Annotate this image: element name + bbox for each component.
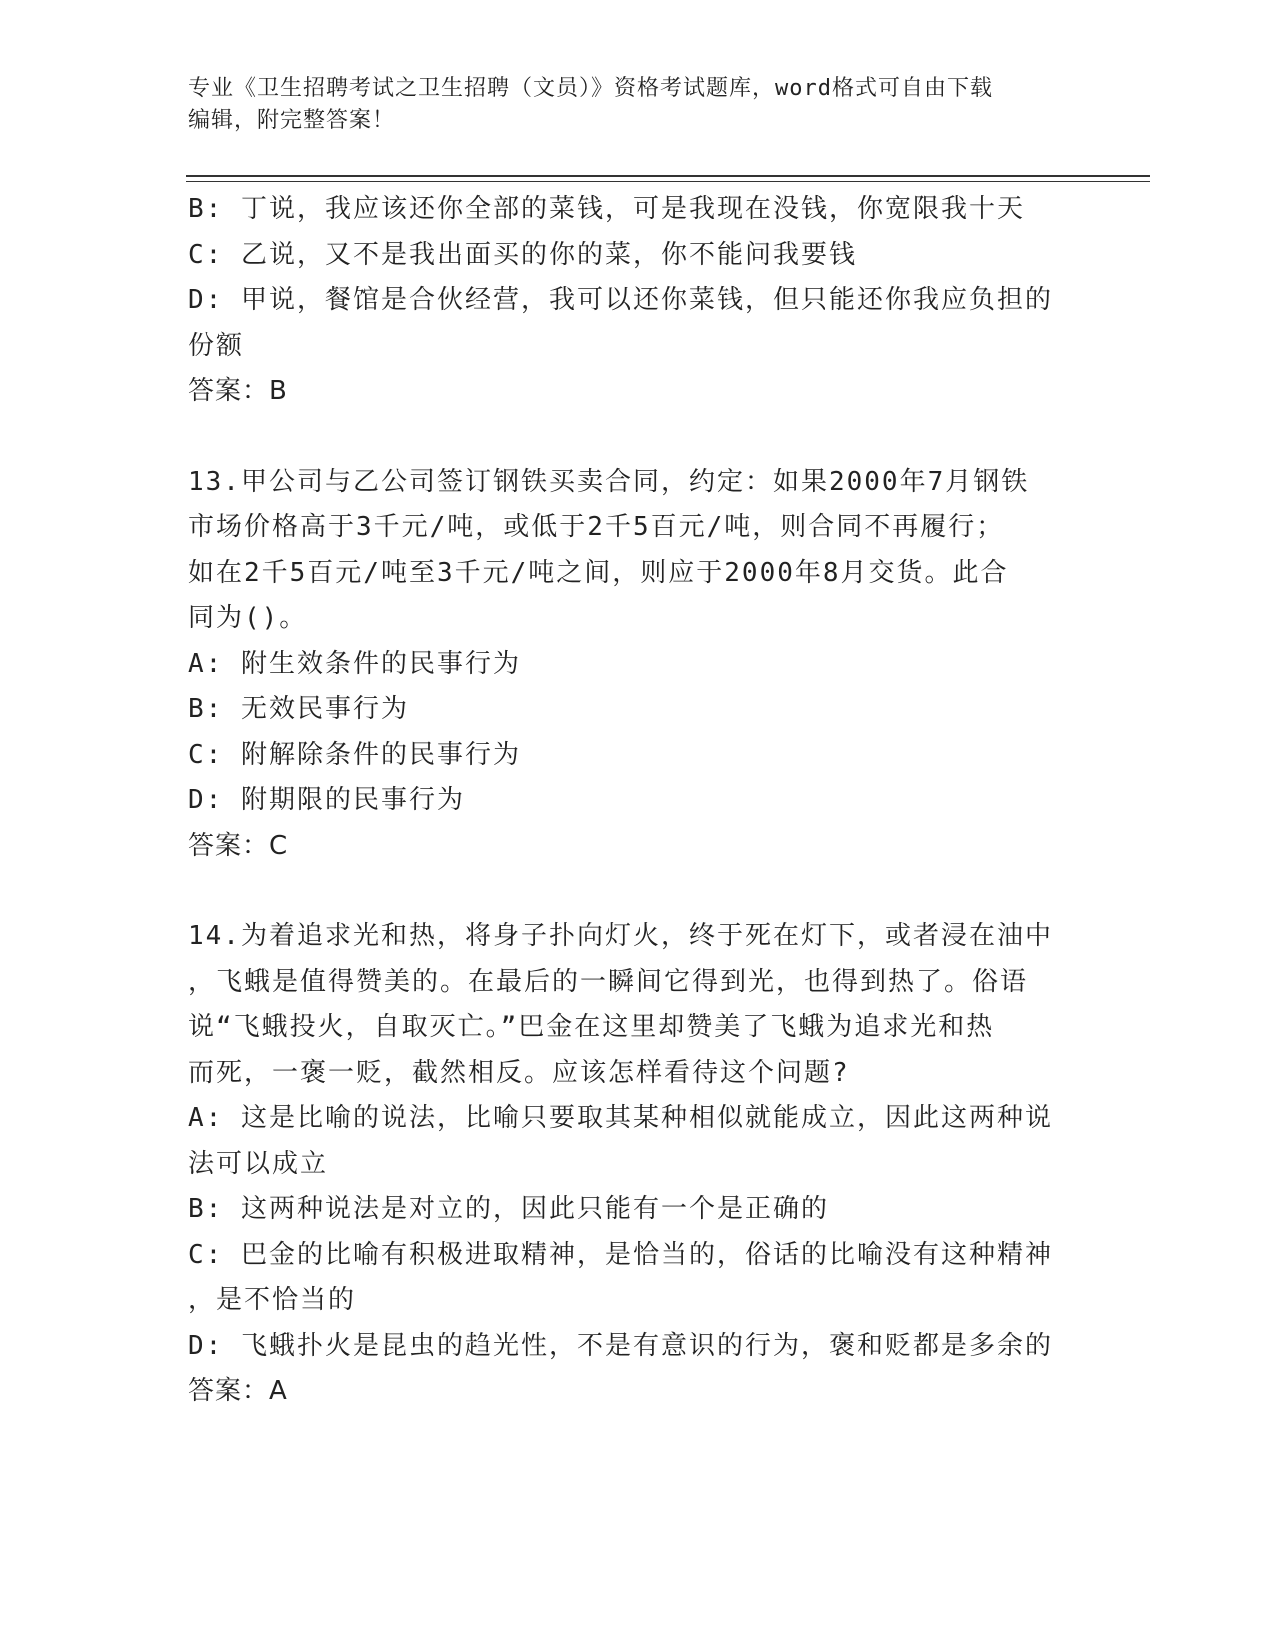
header-line-1: 专业《卫生招聘考试之卫生招聘（文员）》资格考试题库，word格式可自由下载 bbox=[188, 76, 993, 101]
question-14-option-b: B: 这两种说法是对立的，因此只能有一个是正确的 bbox=[188, 1194, 829, 1224]
header-divider-thin bbox=[186, 181, 1150, 182]
question-14-option-a: A: 这是比喻的说法，比喻只要取其某种相似就能成立，因此这两种说 bbox=[188, 1103, 1053, 1133]
question-14-block bbox=[188, 914, 1078, 1415]
option-c: C: 乙说，又不是我出面买的你的菜，你不能问我要钱 bbox=[188, 239, 857, 270]
question-13-option-a: A: 附生效条件的民事行为 bbox=[188, 648, 521, 679]
question-13-option-c: C: 附解除条件的民事行为 bbox=[188, 739, 521, 770]
question-13-option-d: D: 附期限的民事行为 bbox=[188, 785, 465, 815]
question-14-stem-line-3: 说“飞蛾投火，自取灭亡。”巴金在这里却赞美了飞蛾为追求光和热 bbox=[188, 1012, 995, 1042]
spacer bbox=[188, 415, 1078, 460]
option-d-continued: 份额 bbox=[188, 330, 245, 361]
document-body bbox=[188, 187, 1078, 1415]
question-13-block bbox=[188, 460, 1078, 870]
question-13-stem-line-3: 如在2千5百元/吨至3千元/吨之间，则应于2000年8月交货。此合 bbox=[188, 557, 1009, 588]
question-14-option-a-continued: 法可以成立 bbox=[188, 1148, 329, 1179]
question-14-stem-line-2: ，飞蛾是值得赞美的。在最后的一瞬间它得到光，也得到热了。俗语 bbox=[188, 966, 1029, 997]
question-14-stem-line-4: 而死，一褒一贬，截然相反。应该怎样看待这个问题? bbox=[188, 1057, 850, 1088]
question-14-option-d: D: 飞蛾扑火是昆虫的趋光性，不是有意识的行为，褒和贬都是多余的 bbox=[188, 1330, 1053, 1361]
option-d: D: 甲说，餐馆是合伙经营，我可以还你菜钱，但只能还你我应负担的 bbox=[188, 285, 1053, 315]
question-13-stem-line-2: 市场价格高于3千元/吨，或低于2千5百元/吨，则合同不再履行； bbox=[188, 512, 1005, 542]
question-14-option-c-continued: ，是不恰当的 bbox=[188, 1285, 357, 1315]
header-line-2: 编辑，附完整答案！ bbox=[188, 108, 396, 133]
question-13-answer: 答案：C bbox=[188, 830, 289, 861]
question-14-stem-line-1: 14.为着追求光和热，将身子扑向灯火，终于死在灯下，或者浸在油中 bbox=[188, 921, 1053, 951]
question-14-option-c: C: 巴金的比喻有积极进取精神，是恰当的，俗话的比喻没有这种精神 bbox=[188, 1239, 1053, 1270]
document-header bbox=[188, 73, 1068, 137]
question-13-option-b: B: 无效民事行为 bbox=[188, 694, 409, 724]
question-13-stem-line-1: 13.甲公司与乙公司签订钢铁买卖合同，约定：如果2000年7月钢铁 bbox=[188, 466, 1030, 497]
question-13-stem-line-4: 同为()。 bbox=[188, 603, 308, 633]
spacer bbox=[188, 869, 1078, 914]
question-14-answer: 答案：A bbox=[188, 1376, 288, 1406]
option-b: B: 丁说，我应该还你全部的菜钱，可是我现在没钱，你宽限我十天 bbox=[188, 194, 1025, 224]
header-divider-thick bbox=[186, 175, 1150, 177]
previous-question-block bbox=[188, 187, 1078, 415]
answer-line: 答案：B bbox=[188, 376, 288, 406]
